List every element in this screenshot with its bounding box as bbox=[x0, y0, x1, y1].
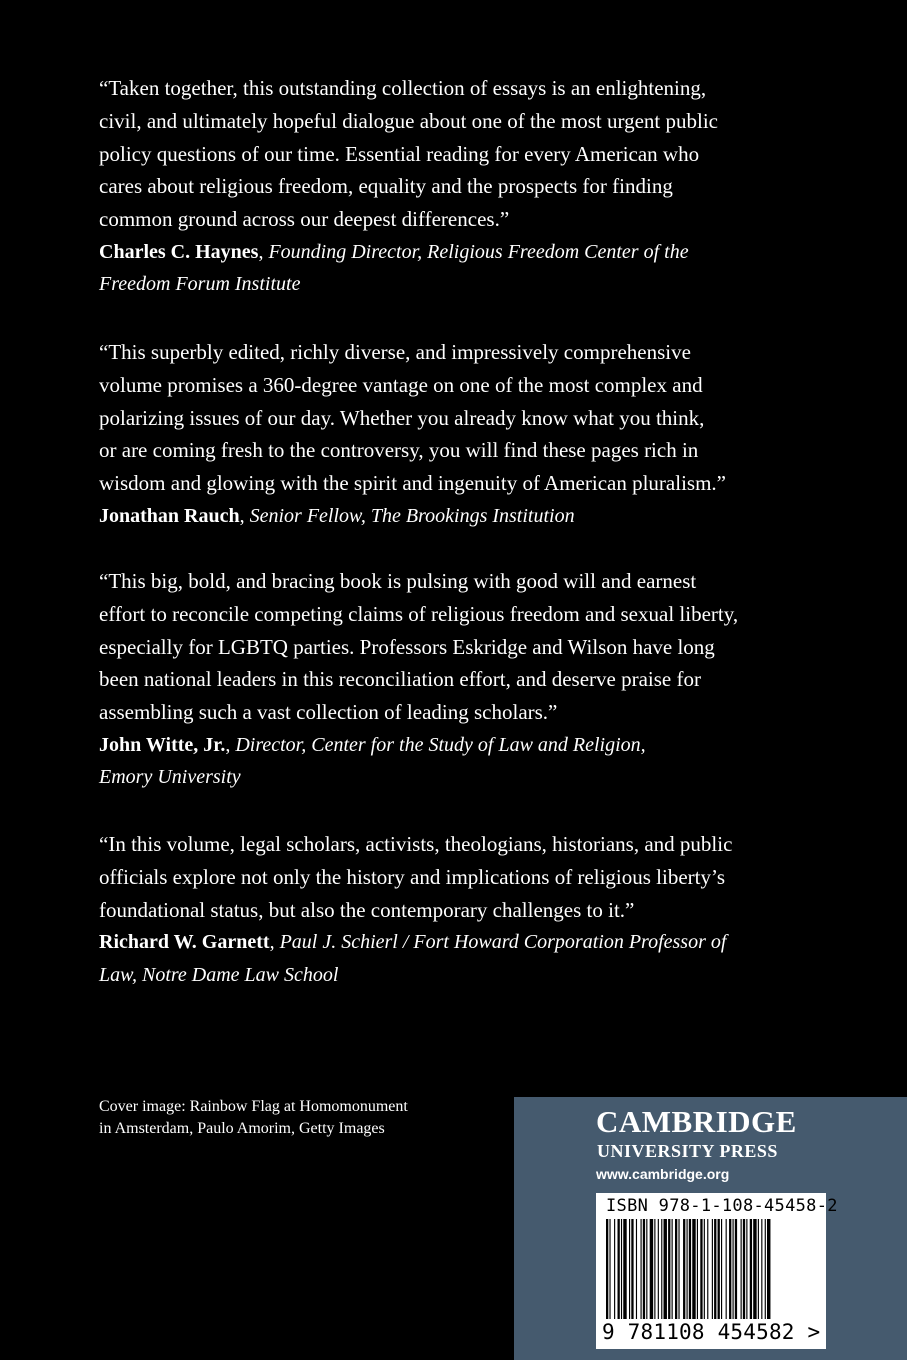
barcode-bar bbox=[733, 1219, 734, 1319]
endorser-title: Senior Fellow, The Brookings Institution bbox=[249, 504, 575, 527]
barcode-bar bbox=[629, 1219, 630, 1319]
barcode-bar bbox=[767, 1219, 770, 1319]
barcode-bar bbox=[643, 1219, 645, 1319]
endorser-name: John Witte, Jr. bbox=[99, 733, 226, 756]
endorsement-attribution: Jonathan Rauch, Senior Fellow, The Brookings Institution bbox=[99, 504, 575, 527]
barcode-bar bbox=[765, 1219, 766, 1319]
endorsement-4 bbox=[99, 828, 779, 991]
barcode-bar bbox=[750, 1219, 752, 1319]
barcode-bar bbox=[678, 1219, 679, 1319]
endorser-name: Jonathan Rauch bbox=[99, 504, 240, 527]
barcode-bar bbox=[704, 1219, 705, 1319]
endorser-title: Director, Center for the Study of Law and Religion, bbox=[235, 733, 646, 756]
endorsement-attribution: Charles C. Haynes, Founding Director, Religious Freedom Center of the Freedom Forum Institute bbox=[99, 240, 689, 296]
barcode-bar bbox=[646, 1219, 647, 1319]
endorsement-quote: “This big, bold, and bracing book is pulsing with good will and earnest effort to reconcile competing claims of religious freedom and sexual liberty, especially for LGBTQ parties. Professors Eskridge and Wilson have long been national leaders in this reconciliation effort, and deserve praise for assembling such a vast collection of leading scholars.” bbox=[99, 569, 739, 725]
barcode-bar bbox=[618, 1219, 620, 1319]
endorsement-quote: “This superbly edited, richly diverse, and impressively comprehensive volume promises a 360-degree vantage on one of the most complex and polarizing issues of our day. Whether you already know what you think, or are coming fresh to the controversy, you will find these pages rich in wisdom and glowing with the spirit and ingenuity of American pluralism.” bbox=[99, 340, 726, 496]
barcode-bar bbox=[668, 1219, 670, 1319]
publisher-url: www.cambridge.org bbox=[596, 1166, 730, 1182]
barcode-bar bbox=[721, 1219, 722, 1319]
barcode-bar bbox=[683, 1219, 685, 1319]
endorser-name: Charles C. Haynes bbox=[99, 240, 259, 263]
barcode-bar bbox=[658, 1219, 659, 1319]
barcode-bar bbox=[650, 1219, 653, 1319]
endorser-name: Richard W. Garnett bbox=[99, 931, 270, 954]
publisher-name: CAMBRIDGE bbox=[596, 1104, 797, 1139]
barcode-bar bbox=[761, 1219, 762, 1319]
barcode-bar bbox=[636, 1219, 637, 1319]
endorser-title: Emory University bbox=[99, 766, 241, 789]
barcode-bar bbox=[664, 1219, 667, 1319]
publisher-subtitle: UNIVERSITY PRESS bbox=[597, 1141, 778, 1161]
barcode-bar bbox=[623, 1219, 626, 1319]
endorsement-quote: “In this volume, legal scholars, activists, theologians, historians, and public officials explore not only the history and implications of religious liberty’s foundational status, but also the contemporary challenges to it.” bbox=[99, 832, 733, 922]
endorsement-quote: “Taken together, this outstanding collection of essays is an enlightening, civil, and ultimately hopeful dialogue about one of the most urgent public policy questions of our time. Essential reading for every American who cares about religious freedom, equality and the prospects for finding common ground across our deepest differences.” bbox=[99, 76, 718, 232]
endorsement-2 bbox=[99, 336, 779, 532]
barcode-bar bbox=[712, 1219, 713, 1319]
barcode-bar bbox=[641, 1219, 642, 1319]
endorser-title: Founding Director, Religious Freedom Center of the bbox=[268, 240, 689, 263]
barcode-bar bbox=[675, 1219, 677, 1319]
barcode-bar bbox=[735, 1219, 737, 1319]
endorsement-3 bbox=[99, 565, 779, 793]
barcode-bar bbox=[746, 1219, 747, 1319]
endorser-title: Freedom Forum Institute bbox=[99, 273, 301, 296]
barcode-digits: 9 781108 454582 > bbox=[602, 1320, 821, 1344]
endorsement-attribution: John Witte, Jr., Director, Center for the Study of Law and Religion, Emory University bbox=[99, 733, 646, 789]
barcode-bar bbox=[697, 1219, 698, 1319]
barcode-bar bbox=[753, 1219, 756, 1319]
endorser-title: Law, Notre Dame Law School bbox=[99, 963, 339, 986]
barcode-bar bbox=[743, 1219, 745, 1319]
barcode-bar bbox=[692, 1219, 695, 1319]
barcode-bar bbox=[714, 1219, 716, 1319]
barcode-bar bbox=[621, 1219, 622, 1319]
barcode-bar bbox=[614, 1219, 615, 1319]
barcode-bar bbox=[654, 1219, 655, 1319]
barcode-bar bbox=[661, 1219, 662, 1319]
endorser-title: Paul J. Schierl / Fort Howard Corporation Professor of bbox=[279, 931, 727, 954]
barcode-bar bbox=[718, 1219, 720, 1319]
publisher-panel bbox=[514, 1097, 907, 1360]
endorsement-1 bbox=[99, 72, 779, 300]
barcode-bar bbox=[707, 1219, 708, 1319]
isbn-barcode bbox=[596, 1193, 838, 1349]
barcode-bar bbox=[700, 1219, 702, 1319]
barcode-bar bbox=[741, 1219, 742, 1319]
barcode-bar bbox=[606, 1219, 608, 1319]
isbn-label: ISBN 978-1-108-45458-2 bbox=[606, 1196, 838, 1216]
barcode-bar bbox=[609, 1219, 610, 1319]
cover-image-credit: Cover image: Rainbow Flag at Homomonument in Amsterdam, Paulo Amorim, Getty Images bbox=[99, 1098, 408, 1137]
barcode-bar bbox=[631, 1219, 633, 1319]
barcode-bar bbox=[726, 1219, 727, 1319]
barcode-icon bbox=[602, 1219, 820, 1319]
barcode-bar bbox=[687, 1219, 688, 1319]
barcode-bar bbox=[672, 1219, 673, 1319]
barcode-bar bbox=[689, 1219, 691, 1319]
barcode-bar bbox=[729, 1219, 731, 1319]
barcode-bar bbox=[758, 1219, 759, 1319]
endorsement-attribution: Richard W. Garnett, Paul J. Schierl / Fort Howard Corporation Professor of Law, Notre Dame Law School bbox=[99, 931, 727, 986]
